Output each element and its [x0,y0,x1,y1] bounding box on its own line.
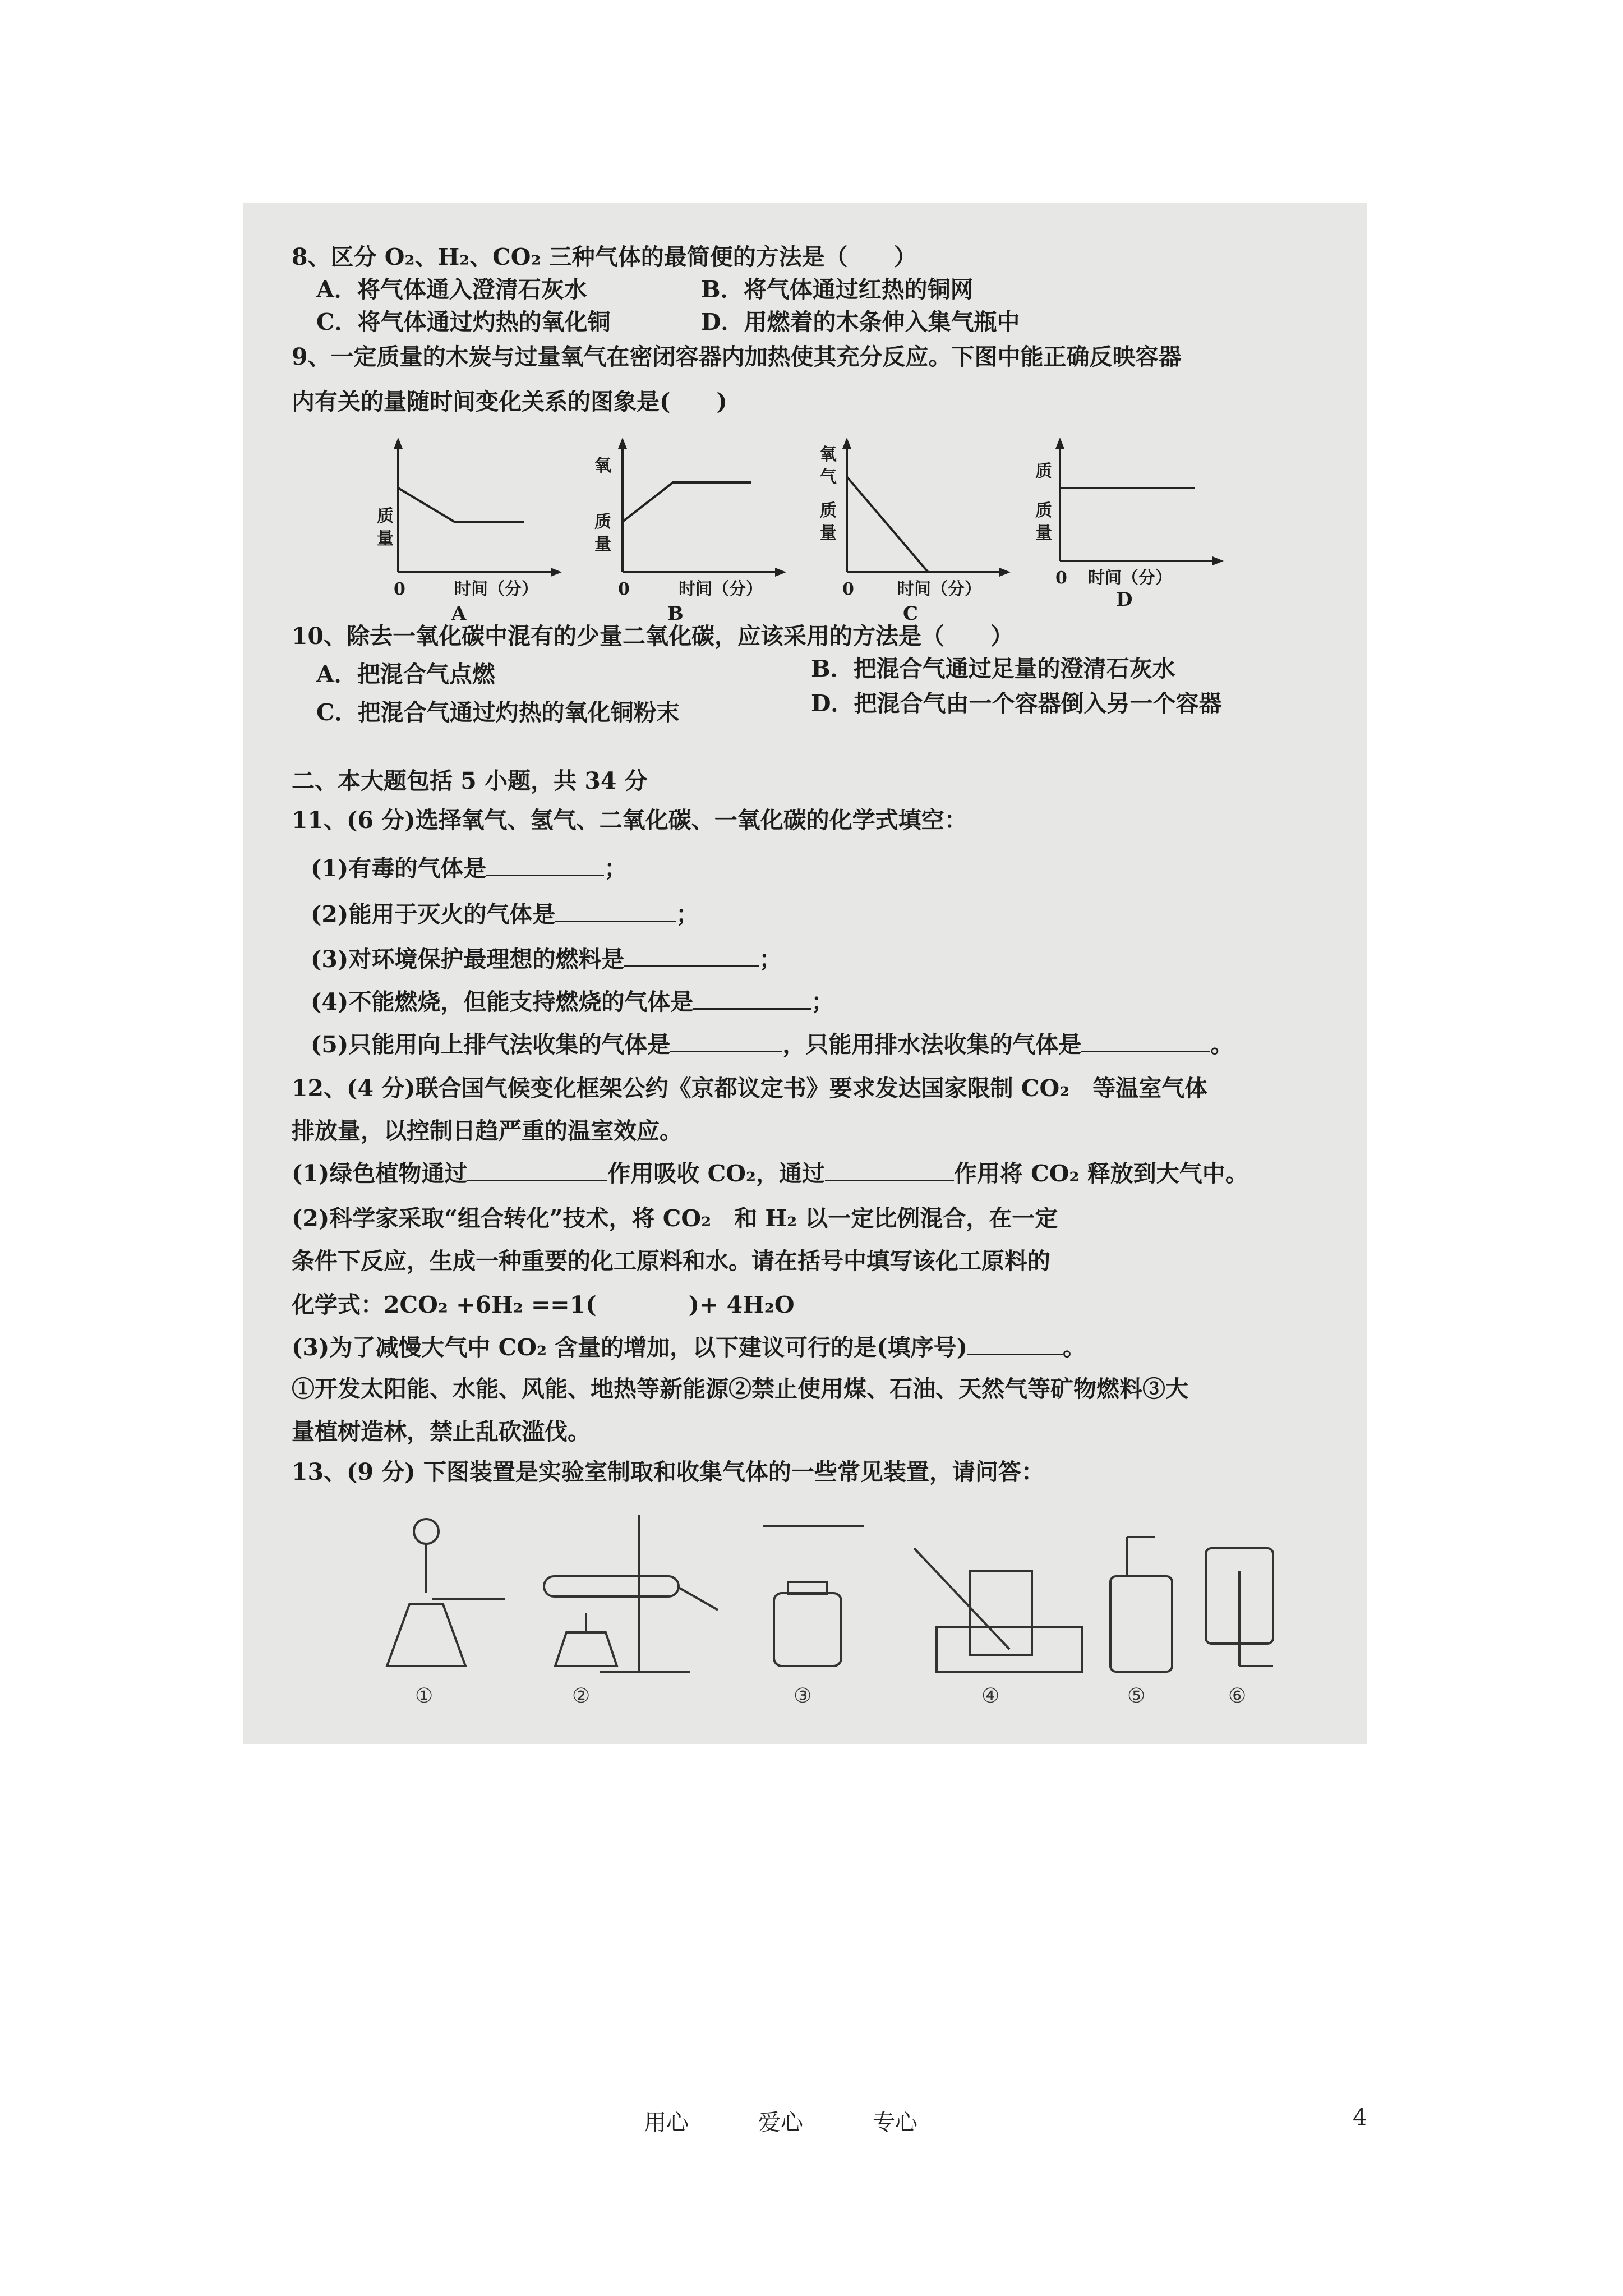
graph-d-x-arrow [1212,556,1224,565]
q12-options-line2: 量植树造林，禁止乱砍滥伐。 [292,1418,591,1445]
graph-d-xlabel: 时间（分） [1088,568,1172,588]
q11-blank1[interactable] [486,854,604,876]
q12-line2: 排放量，以控制日趋严重的温室效应。 [292,1117,683,1144]
graph-b-curve [623,482,751,522]
q11-part4-sep: ； [811,988,834,1015]
graph-d-origin: 0 [1055,568,1067,588]
q10-option-c: C．把混合气通过灼热的氧化铜粉末 [316,699,680,726]
footer-word-3: 专心 [873,2110,917,2136]
q12-part3-end: 。 [1062,1334,1086,1361]
q10-stem: 10、除去一氧化碳中混有的少量二氧化碳，应该采用的方法是（ ） [292,623,1014,650]
apparatus-3-jar [763,1526,864,1666]
graph-a-ylabel-2: 量 [377,529,394,549]
q10-option-d: D．把混合气由一个容器倒入另一个容器 [811,690,1222,717]
q10-option-b: B．把混合气通过足量的澄清石灰水 [811,655,1175,682]
q11-part5 [311,1030,1233,1059]
graph-b [583,432,796,625]
q12-part1a-text: (1)绿色植物通过 [292,1160,468,1187]
footer-word-2: 爱心 [758,2110,803,2136]
apparatus-1-label: ① [415,1685,434,1708]
q11-part1 [311,854,627,883]
graph-d-ylabel-3: 量 [1035,523,1052,543]
graph-c-ylabel-2: 气 [820,467,837,487]
graph-a-y-arrow [394,438,403,449]
apparatus-4-label: ④ [981,1685,1000,1708]
q9-stem-line2: 内有关的量随时间变化关系的图象是( ) [292,388,727,415]
graph-d-ylabel-1: 质 [1035,462,1052,481]
q11-stem: 11、(6 分)选择氧气、氢气、二氧化碳、一氧化碳的化学式填空： [292,807,967,834]
graph-c-origin: 0 [842,579,854,599]
apparatus-diagram [376,1509,1284,1722]
footer-word-1: 用心 [644,2110,689,2136]
apparatus-5-gas-bottle [1110,1537,1172,1672]
graph-c [808,432,1021,625]
q10-option-a: A．把混合气点燃 [316,661,495,688]
apparatus-2-heating-setup [544,1515,718,1672]
graph-c-xlabel: 时间（分） [897,579,981,599]
graph-b-y-arrow [618,438,627,449]
graph-a-curve [398,488,524,522]
section-2-heading: 二、本大题包括 5 小题，共 34 分 [292,767,648,794]
q8-stem: 8、区分 O₂、H₂、CO₂ 三种气体的最简便的方法是（ ） [292,243,917,270]
q12-part3 [292,1333,1086,1362]
q8-option-c: C．将气体通过灼热的氧化铜 [316,309,611,335]
q13-stem: 13、(9 分) 下图装置是实验室制取和收集气体的一些常见装置，请问答： [292,1458,1044,1485]
graph-d [1032,432,1245,625]
graph-a-letter: A [451,602,467,623]
graph-d-ylabel-2: 质 [1035,501,1052,521]
graph-c-letter: C [903,602,919,623]
graph-c-y-arrow [842,438,851,449]
graph-a-xlabel: 时间（分） [454,579,538,599]
graph-a-ylabel-1: 质 [377,507,394,526]
q11-blank4[interactable] [693,988,811,1010]
q11-part5b-text: ，只能用排水法收集的气体是 [782,1031,1082,1058]
graph-b-x-arrow [775,568,786,577]
graph-d-y-arrow [1055,438,1064,449]
apparatus-4-water-trough [914,1548,1082,1672]
graph-d-letter: D [1116,588,1133,611]
q8-option-b: B．将气体通过红热的铜网 [701,276,974,303]
q11-blank2[interactable] [555,900,676,922]
graph-a-origin: 0 [394,579,405,599]
q11-part1-text: (1)有毒的气体是 [311,855,487,882]
graph-c-curve [847,477,928,572]
q11-part4-text: (4)不能燃烧，但能支持燃烧的气体是 [311,988,694,1015]
q12-part2-line1: (2)科学家采取“组合转化”技术，将 CO₂ 和 H₂ 以一定比例混合，在一定 [292,1205,1058,1232]
q11-part1-sep: ； [604,855,628,882]
graph-c-x-arrow [999,568,1011,577]
graph-b-ylabel-2: 质 [594,512,611,532]
graph-b-ylabel-1: 氧 [594,456,611,476]
q9-stem-line1: 9、一定质量的木炭与过量氧气在密闭容器内加热使其充分反应。下图中能正确反映容器 [292,343,1182,370]
q11-part2-sep: ； [676,901,699,928]
q11-part3-text: (3)对环境保护最理想的燃料是 [311,946,625,973]
graph-b-letter: B [667,602,684,623]
apparatus-2-label: ② [572,1685,591,1708]
graph-b-origin: 0 [618,579,630,599]
q8-option-d: D．用燃着的木条伸入集气瓶中 [701,309,1020,335]
q8-option-a: A．将气体通入澄清石灰水 [316,276,587,303]
q12-part1b-text: 作用吸收 CO₂，通过 [607,1160,825,1187]
q11-part5a-text: (5)只能用向上排气法收集的气体是 [311,1031,671,1058]
q11-part4 [311,987,834,1016]
q12-options-line1: ①开发太阳能、水能、风能、地热等新能源②禁止使用煤、石油、天然气等矿物燃料③大 [292,1375,1188,1402]
graph-b-xlabel: 时间（分） [679,579,763,599]
q12-blank1[interactable] [467,1159,607,1181]
q12-part1 [292,1159,1248,1188]
q11-part5-end: 。 [1210,1031,1234,1058]
graph-a [359,432,572,625]
q12-blank3[interactable] [967,1333,1063,1355]
q12-line1: 12、(4 分)联合国气候变化框架公约《京都议定书》要求发达国家限制 CO₂ 等温室气体 [292,1075,1208,1102]
apparatus-5-label: ⑤ [1127,1685,1146,1708]
graph-c-ylabel-1: 氧 [820,445,837,464]
q11-part3-sep: ； [759,946,782,973]
q12-part2-line2: 条件下反应，生成一种重要的化工原料和水。请在括号中填写该化工原料的 [292,1248,1050,1274]
graph-c-ylabel-3: 质 [820,501,837,521]
q11-blank5[interactable] [670,1030,782,1052]
q11-part3 [311,945,782,974]
q11-blank3[interactable] [624,945,759,967]
q11-blank6[interactable] [1081,1030,1210,1052]
q12-part3-text: (3)为了减慢大气中 CO₂ 含量的增加，以下建议可行的是(填序号) [292,1334,967,1361]
apparatus-1-flask [387,1519,505,1666]
q12-part1c-text: 作用将 CO₂ 释放到大气中。 [953,1160,1248,1187]
page-number: 4 [1353,2105,1367,2131]
q11-part2 [311,900,699,929]
apparatus-6-inverted-bottle [1206,1548,1273,1666]
q12-blank2[interactable] [825,1159,954,1181]
graph-a-x-arrow [551,568,562,577]
q11-part2-text: (2)能用于灭火的气体是 [311,901,556,928]
q12-equation: 化学式：2CO₂ +6H₂ ==1( )+ 4H₂O [292,1291,795,1318]
graph-c-ylabel-4: 量 [820,523,837,543]
apparatus-3-label: ③ [794,1685,812,1708]
apparatus-6-label: ⑥ [1228,1685,1247,1708]
graph-b-ylabel-3: 量 [594,535,611,554]
